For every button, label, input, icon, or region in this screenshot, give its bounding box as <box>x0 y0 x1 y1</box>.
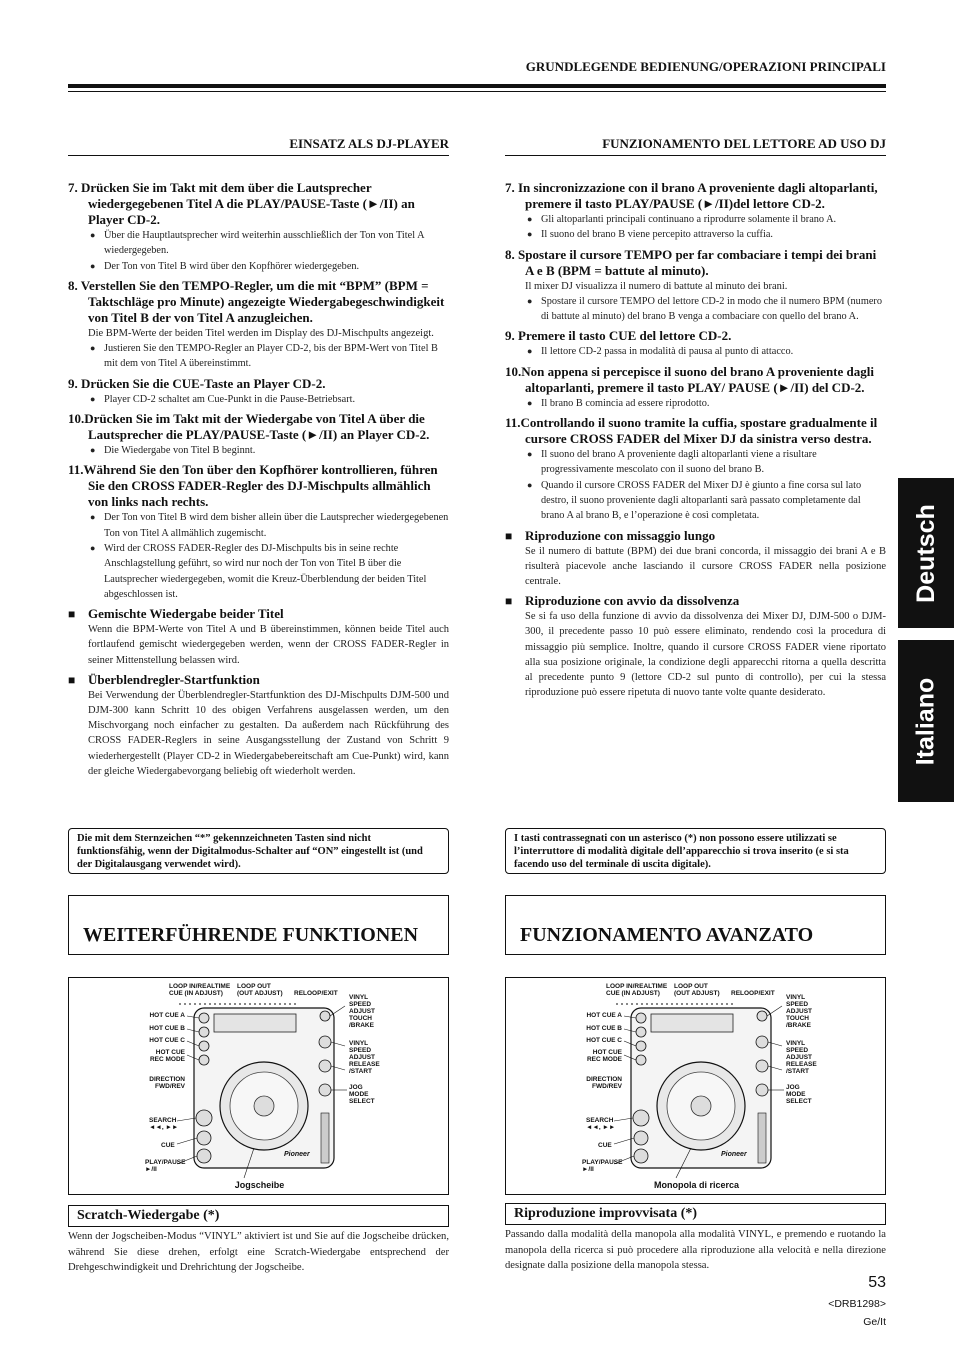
pioneer-logo: Pioneer <box>721 1151 747 1158</box>
left-step-8: 8. Verstellen Sie den TEMPO-Regler, um die mit “BPM” (BPM = Taktschläge pro Minute) angezeigte Wiedergabegeschwindigkeit von Titel B der von Titel A anzugleichen. <box>68 277 445 325</box>
label-search: SEARCH ◄◄, ►► <box>586 1117 616 1131</box>
label-search: SEARCH ◄◄, ►► <box>149 1117 179 1131</box>
right-subsection-body: Passando dalla modalità della manopola alla modalità VINYL, e premendo e ruotando la manopola della ricerca si può procedere alla riproduzione alla velocità e nella direzione designate dalla posizione della manopola stessa. <box>505 1229 886 1272</box>
right-figure-caption: Monopola di ricerca <box>653 1180 740 1190</box>
label-loop-out: LOOP OUT (OUT ADJUST) <box>237 983 283 997</box>
right-figure <box>505 977 886 1195</box>
label-direction: DIRECTION FWD/REV <box>586 1076 622 1090</box>
right-step-10: 10.Non appena si percepisce il suono del brano A proveniente dagli altoparlanti, premere il tasto PLAY/ PAUSE (►/II) del CD-2. <box>505 363 874 395</box>
right-step-9: 9. Premere il tasto CUE del lettore CD-2. <box>505 328 732 344</box>
right-step-7: 7. In sincronizzazione con il brano A proveniente dagli altoparlanti, premere il tasto PLAY/PAUSE (►/II)del lettore CD-2. <box>505 180 878 211</box>
left-mix-heading: ■ Gemischte Wiedergabe beider Titel <box>68 606 449 622</box>
label-hot-cue-rec-mode: HOT CUE REC MODE <box>586 1049 622 1063</box>
left-step-9: 9. Drücken Sie die CUE-Taste an Player CD-2. <box>68 375 326 391</box>
right-warning-box: I tasti contrassegnati con un asterisco (*) non possono essere utilizzati se l’interruttore di modalità digitale dell’apparecchio si trova inserito (e si sta facendo uso del terminale di uscita digitale). <box>505 828 886 874</box>
pioneer-logo: Pioneer <box>284 1151 310 1158</box>
right-step-7-note-2: ● Il suono del brano B viene percepito attraverso la cuffia. <box>505 227 886 242</box>
language-code: Ge/It <box>863 1316 886 1328</box>
cdj-player-illustration <box>506 978 887 1196</box>
left-step-11-note-1: ● Der Ton von Titel B wird dem bisher allein über die Lautsprecher wiedergegebenen Ton von Titel A allmählich zugemischt. <box>68 510 449 541</box>
right-faderstart-body: Se si fa uso della funzione di avvio da dissolvenza dei Mixer DJ, DJM-500 o DJM-300, il precedente passo 10 può essere eliminato, rendendo così la procedura di missaggio più semplice. Inoltre, quando il cursore CROSS FADER viene riportato alla sua posizione originale, la condizione degli apparecchi ritorna a quella descritta al precedente punto 9 (lettore CD-2 sul punto di controllo), per cui la stessa riproduzione può essere ripetuta di nuovo tante volte quante desiderato. <box>525 611 886 699</box>
tab-italiano: Italiano <box>898 640 954 802</box>
left-column <box>68 176 449 779</box>
left-step-7-note-1: ● Über die Hauptlautsprecher wird weiterhin ausschließlich der Ton von Titel A wiedergegeben. <box>68 228 449 259</box>
label-vinyl-release: VINYL SPEED ADJUST RELEASE /START <box>786 1040 817 1075</box>
right-step-9-note-1: ● Il lettore CD-2 passa in modalità di pausa al punto di attacco. <box>505 344 886 359</box>
right-column <box>505 176 886 700</box>
right-faderstart-heading: ■ Riproduzione con avvio da dissolvenza <box>505 593 886 609</box>
left-figure <box>68 977 449 1195</box>
left-step-7-note-2: ● Der Ton von Titel B wird über den Kopfhörer wiedergegeben. <box>68 259 449 274</box>
label-jog-mode: JOG MODE SELECT <box>786 1084 812 1105</box>
right-mix-body: Se il numero di battute (BPM) dei due brani concorda, il missaggio dei brani A e B risulterà piacevole anche lasciando il cursore CROSS FADER nella posizione centrale. <box>525 545 886 587</box>
left-section-title: WEITERFÜHRENDE FUNKTIONEN <box>68 895 449 955</box>
document-code: <DRB1298> <box>828 1298 886 1310</box>
label-hot-cue-c: HOT CUE C <box>149 1037 185 1044</box>
left-step-7: 7. Drücken Sie im Takt mit dem über die Lautsprecher wiedergegebenen Titel A die PLAY/PAUSE-Taste (►/II) an Player CD-2. <box>68 180 415 227</box>
label-loop-in: LOOP IN/REALTIME CUE (IN ADJUST) <box>606 983 668 997</box>
label-cue: CUE <box>598 1142 612 1149</box>
cdj-player-illustration <box>69 978 450 1196</box>
label-vinyl-touch: VINYL SPEED ADJUST TOUCH /BRAKE <box>349 994 376 1029</box>
label-hot-cue-c: HOT CUE C <box>586 1037 622 1044</box>
right-heading: FUNZIONAMENTO DEL LETTORE AD USO DJ <box>602 136 886 151</box>
label-hot-cue-rec-mode: HOT CUE REC MODE <box>149 1049 185 1063</box>
left-step-11: 11.Während Sie den Ton über den Kopfhörer kontrollieren, führen Sie den CROSS FADER-Regler des DJ-Mischpults allmählich von links nach rechts. <box>68 462 438 510</box>
label-loop-in: LOOP IN/REALTIME CUE (IN ADJUST) <box>169 983 231 997</box>
label-reloop: RELOOP/EXIT <box>294 990 338 997</box>
header-rule <box>68 84 886 88</box>
label-reloop: RELOOP/EXIT <box>731 990 775 997</box>
right-subsection-title: Riproduzione improvvisata (*) <box>505 1203 886 1225</box>
right-section-title: FUNZIONAMENTO AVANZATO <box>505 895 886 955</box>
left-mix-body: Wenn die BPM-Werte von Titel A und B übereinstimmen, können beide Titel auch fortlaufend gemischt wiedergegeben werden, wenn der CROSS FADER-Regler in seiner Mittenstellung belassen wird. <box>88 624 449 666</box>
label-play-pause: PLAY/PAUSE ►/II <box>145 1159 186 1173</box>
left-subsection-title: Scratch-Wiedergabe (*) <box>68 1205 449 1227</box>
label-hot-cue-b: HOT CUE B <box>586 1025 622 1032</box>
label-direction: DIRECTION FWD/REV <box>149 1076 185 1090</box>
right-heading-rule <box>505 155 886 156</box>
header-rule-thin <box>68 91 886 92</box>
right-step-11: 11.Controllando il suono tramite la cuffia, spostare gradualmente il cursore CROSS FADER del Mixer DJ da sinistra verso destra. <box>505 415 878 447</box>
right-step-8: 8. Spostare il cursore TEMPO per far combaciare i tempi dei brani A e B (BPM = battute al minuto). <box>505 246 877 278</box>
label-vinyl-release: VINYL SPEED ADJUST RELEASE /START <box>349 1040 380 1075</box>
right-step-11-note-1: ● Il suono del brano A proveniente dagli altoparlanti viene a risultare progressivamente mescolato con il suono del brano B. <box>505 447 886 478</box>
right-step-7-note-1: ● Gli altoparlanti principali continuano a riprodurre solamente il brano A. <box>505 212 886 227</box>
label-loop-out: LOOP OUT (OUT ADJUST) <box>674 983 720 997</box>
tab-deutsch: Deutsch <box>898 478 954 628</box>
left-warning-box: Die mit dem Sternzeichen “*” gekennzeichneten Tasten sind nicht funktionsfähig, wenn der Digitalmodus-Schalter auf “ON” eingestellt ist (und der Digitalausgang verwendet wird). <box>68 828 449 874</box>
left-heading: EINSATZ ALS DJ-PLAYER <box>289 136 449 151</box>
label-play-pause: PLAY/PAUSE ►/II <box>582 1159 623 1173</box>
left-step-10-note-1: ● Die Wiedergabe von Titel B beginnt. <box>68 443 449 458</box>
label-jog-mode: JOG MODE SELECT <box>349 1084 375 1105</box>
label-hot-cue-a: HOT CUE A <box>586 1012 622 1019</box>
label-hot-cue-a: HOT CUE A <box>149 1012 185 1019</box>
right-mix-heading: ■ Riproduzione con missaggio lungo <box>505 528 886 544</box>
left-step-8-text: Die BPM-Werte der beiden Titel werden im Display des DJ-Mischpults angezeigt. <box>88 327 434 339</box>
left-step-11-note-2: ● Wird der CROSS FADER-Regler des DJ-Mischpults bis in seine rechte Anschlagstellung geführt, so wird nur noch der Ton von Titel B über die Lautsprecher wiedergegeben, womit die Kreuz-Überblendung der beiden Titel abgeschlossen ist. <box>68 541 449 602</box>
right-step-8-text: Il mixer DJ visualizza il numero di battute al minuto dei brani. <box>525 280 788 292</box>
left-faderstart-body: Bei Verwendung der Überblendregler-Startfunktion des DJ-Mischpults DJM-500 und DJM-300 kann Schritt 10 des obigen Verfahrens ausgelassen werden, um den Mischvorgang noch einfacher zu gestalten. Da außerdem nach Rückführung des CROSS FADER-Reglers in seine Ausgangsstellung der Zustand von Schritt 9 wiederhergestellt (Player CD-2 in Wiedergabebereitschaft am Cue-Punkt) wird, kann der gleiche Wiedergabevorgang beliebig oft wiederholt werden. <box>88 689 449 777</box>
left-step-9-note-1: ● Player CD-2 schaltet am Cue-Punkt in die Pause-Betriebsart. <box>68 392 449 407</box>
label-hot-cue-b: HOT CUE B <box>149 1025 185 1032</box>
page-number: 53 <box>868 1274 886 1291</box>
right-step-10-note-1: ● Il brano B comincia ad essere riprodotto. <box>505 396 886 411</box>
left-step-8-note-1: ● Justieren Sie den TEMPO-Regler an Player CD-2, bis der BPM-Wert von Titel B mit dem von Titel A übereinstimmt. <box>68 341 449 372</box>
left-heading-rule <box>68 155 449 156</box>
left-subsection-body: Wenn der Jogscheiben-Modus “VINYL” aktiviert ist und Sie auf die Jogscheibe drücken, während Sie diese drehen, erfolgt eine Scratch-Wiedergabe entsprechend der Drehgeschwindigkeit und Drehrichtung der Jogscheibe. <box>68 1231 449 1274</box>
section-header: GRUNDLEGENDE BEDIENUNG/OPERAZIONI PRINCIPALI <box>525 59 886 74</box>
left-figure-caption: Jogscheibe <box>234 1180 285 1190</box>
left-step-10: 10.Drücken Sie im Takt mit der Wiedergabe von Titel A über die Lautsprecher die PLAY/PAUSE-Taste (►/II) an Player CD-2. <box>68 411 430 443</box>
left-faderstart-heading: ■ Überblendregler-Startfunktion <box>68 672 449 688</box>
right-step-8-note-1: ● Spostare il cursore TEMPO del lettore CD-2 in modo che il numero BPM (numero di battute al minuto) del brano B venga a combaciare con quello del brano A. <box>505 294 886 325</box>
label-vinyl-touch: VINYL SPEED ADJUST TOUCH /BRAKE <box>786 994 813 1029</box>
right-step-11-note-2: ● Quando il cursore CROSS FADER del Mixer DJ è giunto a fine corsa sul lato destro, il suono proveniente dagli altoparlanti sarà passato completamente dal brano A al brano B, e l’operazione è così completata. <box>505 478 886 524</box>
label-cue: CUE <box>161 1142 175 1149</box>
